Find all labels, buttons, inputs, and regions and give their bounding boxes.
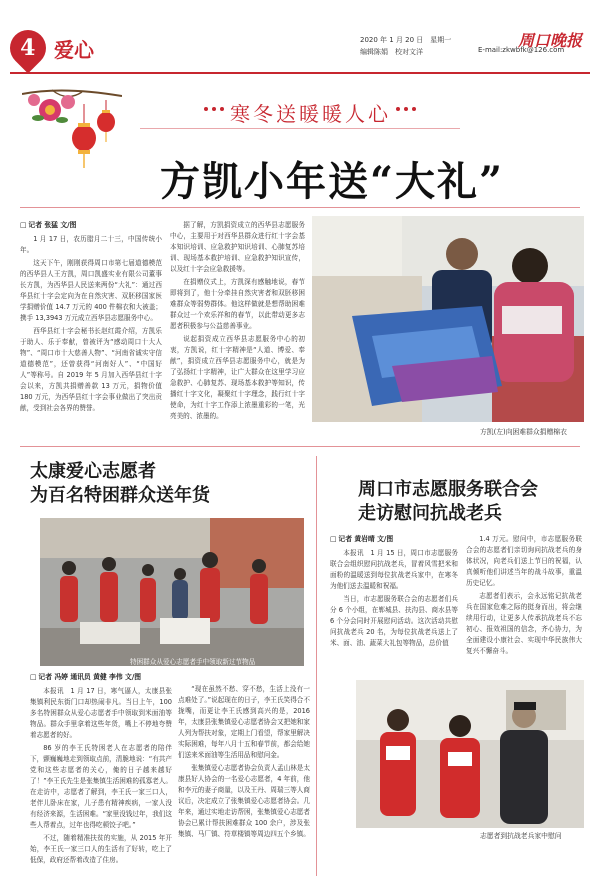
story1-paragraph: 这天下午，刚刚获得周口市第七届道德模范的西华县人王方凯，周口凯盛实业有限公司董事长方凯，为西华县人民送来两份“大礼”：通过西华县红十字会定向为在自然灾害、双胚移国家医学捐赠价值 14.7 万元的 400 件棉衣和大被盖；携手 13,3943 万元成立西华县志愿服务中心。: [20, 259, 162, 322]
story1-photo: [312, 216, 584, 422]
story2-headline-line-2: 为百名特困群众送年货: [30, 485, 210, 506]
story1-byline: □ 记者 张猛 文/图: [20, 220, 162, 231]
story3-paragraph: 1.4 万元。慰问中，市志愿服务联合会的志愿者们亲切询问抗战老兵的身体状况，向老兵们送上节日的祝福，认真倾听他们讲述当年的战斗故事，重温历史记忆。: [466, 535, 582, 587]
story1-paragraph: 据了解，方凯捐资成立的西华县志愿服务中心，主要用于对西华县群众进行红十字会基本知识培训、应急救护知识培训、心肺复苏培训、现场基本救护培训、应急救护知识宣传，以及红十字会应急救援等。: [170, 221, 305, 273]
story2-paragraph: 不过，随着精准扶贫的实施，从 2015 年开始，李王氏一家三口人的生活有了好转，吃上了低保，政府还帮着改造了住房。: [30, 834, 172, 864]
page-number: 4: [20, 35, 36, 61]
story2-paragraph: 86 岁的李王氏特困老人在志愿者的陪伴下，颤巍巍地走到领取点前，清脆地说：“有共产党和这些志愿者的关心，俺的日子越来越好了！”李王氏先生是张集镇生活困难的孤寡老人。在走访中，志愿者了解到，李王氏一家三口人，老伴儿卧床在家，儿子患有精神疾病，一家人没有经济来源，生活困难。“家里没钱过年，我们这些人帮着点，过年也得吃顿饺子吧。”: [30, 744, 172, 829]
story2-column-2: [178, 684, 310, 842]
main-headline: 方凯小年送“大礼”: [160, 158, 505, 205]
column-divider: [316, 456, 317, 876]
story3-photo-caption: 志愿者到抗战老兵家中慰问: [480, 832, 562, 840]
story2-headline-line-1: 太康爱心志愿者: [30, 461, 156, 482]
story3-paragraph: 本报讯 1 月 15 日，周口市志愿服务联合会组织慰问抗战老兵，冒着风雪把米和面粉的温暖送到每位抗战老兵家中，在寒冬为他们送去温暖和祝福。: [330, 549, 458, 590]
story3-paragraph: 当日，市志愿服务联合会的志愿者们兵分 6 个小组，在郸城县、扶沟县、商水县等 6 个分会同时开展慰问活动。这次活动共慰问抗战老兵 20 名，为每位抗战老兵送上了米、面、油、蔬菜大礼包等物品，总价值: [330, 595, 458, 647]
story1-paragraph: 1 月 17 日，农历腊月二十三，中国传统小年。: [20, 235, 162, 254]
story3-headline-line-1: 周口市志愿服务联合会: [358, 479, 538, 500]
story1-column-1: [20, 220, 162, 416]
page-number-badge: [3, 23, 54, 74]
lantern-decoration-icon: [22, 82, 122, 172]
story2-paragraph: “现在虽然不愁、穿不愁，生活上没有一点难处了。”说起现在的日子，李王氏笑得合不拢嘴，而更让李王氏感到高兴的是，2016 年，太康县张集镇爱心志愿者协会又把她和家人列为帮扶对象，定期上门看望，帮家里解决实际困难，每年八月十五和春节前，都会给她们送来米面油等生活用品和慰问金。: [178, 685, 310, 759]
story3-column-2: [466, 534, 582, 659]
banner-rule: [20, 207, 580, 208]
header-rule: [10, 72, 590, 74]
story3-headline: [358, 478, 538, 526]
theme-right-dots-icon: [392, 102, 420, 116]
story2-photo-caption: 特困群众从爱心志愿者手中领取新过节物品: [130, 658, 256, 666]
story2-photo: [40, 518, 304, 666]
story2-paragraph: 张集镇爱心志愿者协会负责人孟山林是太康县好人协会的一名爱心志愿者，4 年前，他和李元的妻子商量，以及王丹、周瑞三等人商议后，决定成立了张集镇爱心志愿者协会。几年来，通过实地走访帮困，张集镇爱心志愿者协会已累计帮扶困难群众 100 余户，涉及张集镇、马厂镇、符草楼镇等周边四五个乡镇。: [178, 764, 310, 838]
story3-byline: □ 记者 黄岩晴 文/图: [330, 534, 458, 545]
story3-headline-line-2: 走访慰问抗战老兵: [358, 503, 502, 524]
story1-paragraph: 说起捐资成立西华县志愿服务中心的初衷，方凯说，红十字精神是“人道、博爱、奉献”，捐资成立西华县志愿服务中心，就是为了弘扬红十字精神，让广大群众在这里学习应急救护、心肺复苏、现场基本救护等知识，传播红十字文化，凝聚红十字理念，践行红十字使命，为红十字工作添上浓墨重彩的一笔，光亮美的、浓墨的。: [170, 335, 305, 420]
story2-headline: [30, 460, 210, 508]
story3-column-1: [330, 534, 458, 651]
theme-rule: [140, 128, 460, 129]
section-title: 爱心: [54, 38, 94, 62]
story1-paragraph: 在捐赠仪式上，方凯深有感触地说，春节即将到了，他十分牵挂自然灾害者和双胚移困难群众等弱势群体。他这样做就是想帮助困难群众过一个欢乐祥和的春节，以此带动更多志愿者积极参与公益慈善事业。: [170, 278, 305, 330]
banner-theme: 寒冬送暖暖人心: [230, 102, 391, 126]
header-meta: [360, 34, 451, 58]
contact-email: E-mail:zkwbfk@126.com: [478, 46, 565, 54]
story1-paragraph: 西华县红十字会秘书长赵红霞介绍，方凯乐于助人、乐于奉献，曾被评为“感动周口十大人物”、“周口市十大慈善人物”、“河南省诚实守信道德模范”，还曾获得“河南好人”、“中国好人”等称号。自 2019 年 5 月加入西华县红十字会以来，方凯共捐赠善款 13 万元，捐物价值 180 万元，为西华县红十字会事业做出了突出贡献，受到社会各界的赞誉。: [20, 327, 162, 412]
issue-date: 2020 年 1 月 20 日 星期一: [360, 36, 452, 44]
story2-paragraph: 本报讯 1 月 17 日，寒气逼人，太康县张集镇利民东街门口却热闹非凡。当日上午，100 多名特困群众从爱心志愿者手中领取到米面油等物品。群众手里拿着这些年货，嘴上不停地夸赞着志愿者的好。: [30, 687, 172, 739]
story1-photo-caption: 方凯(左)向困难群众捐赠棉衣: [480, 428, 567, 436]
editor-credit: 编辑陈娟 校对文洋: [360, 48, 423, 56]
story2-column-1: [30, 672, 172, 868]
story3-paragraph: 志愿者们表示，会永远铭记抗战老兵在国家危难之际的挺身而出，将会继续用行动，让更多人传承抗战老兵不忘初心、报效祖国的信念，齐心协力，为全面建设小康社会、实现中华民族伟大复兴不懈奋斗。: [466, 592, 582, 655]
theme-left-dots-icon: [200, 102, 228, 116]
section-divider: [20, 446, 580, 447]
story3-photo: [356, 680, 584, 828]
masthead-logo: 周口晚报: [517, 31, 582, 50]
story2-byline: □ 记者 冯婷 通讯员 黄健 李伟 文/图: [30, 672, 172, 683]
story1-column-2: [170, 220, 305, 424]
